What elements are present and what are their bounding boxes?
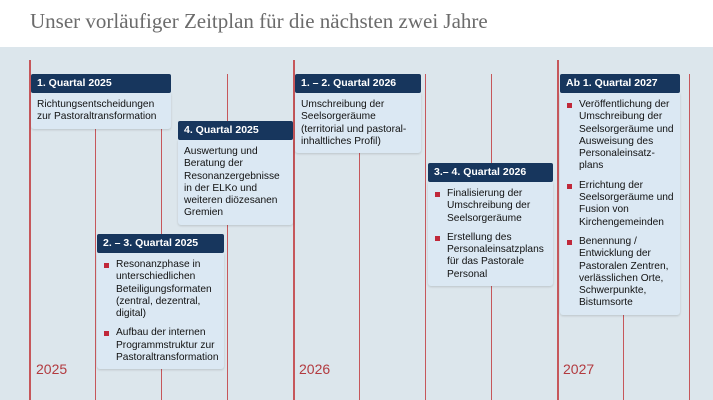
box-header: 1. Quartal 2025	[31, 74, 171, 93]
timeline-box-q2-q3-2025	[97, 234, 224, 369]
box-text: Richtungsentscheidungen zur Pastoraltransformation	[37, 99, 157, 123]
year-label-2025: 2025	[36, 361, 68, 377]
box-body	[295, 93, 421, 153]
box-body	[560, 93, 680, 315]
box-bullet: Benennung / Entwicklung der Pastoralen Zentren, verlässlichen Orte, Schwerpunkte, Bistumsorte	[566, 236, 674, 310]
year-label-2026: 2026	[299, 361, 331, 377]
timeline-box-q1-q2-2026	[295, 74, 421, 153]
timeline-box-q3-q4-2026	[428, 163, 553, 286]
box-bullet: Veröffentlichung der Umschreibung der Seelsorgeräume und Ausweisung des Personaleinsatz-plans	[566, 99, 674, 173]
box-header: 2. – 3. Quartal 2025	[97, 234, 224, 253]
timeline-box-q4-2025	[178, 121, 293, 225]
year-label-2027: 2027	[563, 361, 595, 377]
box-body	[178, 140, 293, 225]
box-bullet: Errichtung der Seelsorgeräume und Fusion von Kirchengemeinden	[566, 180, 674, 229]
box-bullet: Erstellung des Personaleinsatzplans für das Pastorale Personal	[434, 232, 547, 281]
box-body	[31, 93, 171, 129]
box-bullet: Resonanzphase in unterschiedlichen Beteiligungsformaten (zentral, dezentral, digital)	[103, 259, 218, 320]
box-body	[428, 182, 553, 286]
box-header: Ab 1. Quartal 2027	[560, 74, 680, 93]
box-text: Umschreibung der Seelsorgeräume (territorial und pastoral-inhaltliches Profil)	[301, 99, 407, 147]
box-header: 4. Quartal 2025	[178, 121, 293, 140]
page-title: Unser vorläufiger Zeitplan für die nächsten zwei Jahre	[30, 9, 488, 33]
box-header: 1. – 2. Quartal 2026	[295, 74, 421, 93]
quarter-line	[425, 74, 426, 400]
box-text: Auswertung und Beratung der Resonanzergebnisse in der ELKo und weiteren diözesanen Gremien	[184, 146, 280, 219]
timeline-box-q1-2025	[31, 74, 171, 129]
box-bullet: Aufbau der internen Programmstruktur zur Pastoraltransformation	[103, 327, 218, 364]
year-line-2027	[557, 60, 559, 400]
timeline-box-from-q1-2027	[560, 74, 680, 315]
box-bullet: Finalisierung der Umschreibung der Seelsorgeräume	[434, 188, 547, 225]
box-body	[97, 253, 224, 369]
quarter-line	[689, 74, 690, 400]
box-header: 3.– 4. Quartal 2026	[428, 163, 553, 182]
